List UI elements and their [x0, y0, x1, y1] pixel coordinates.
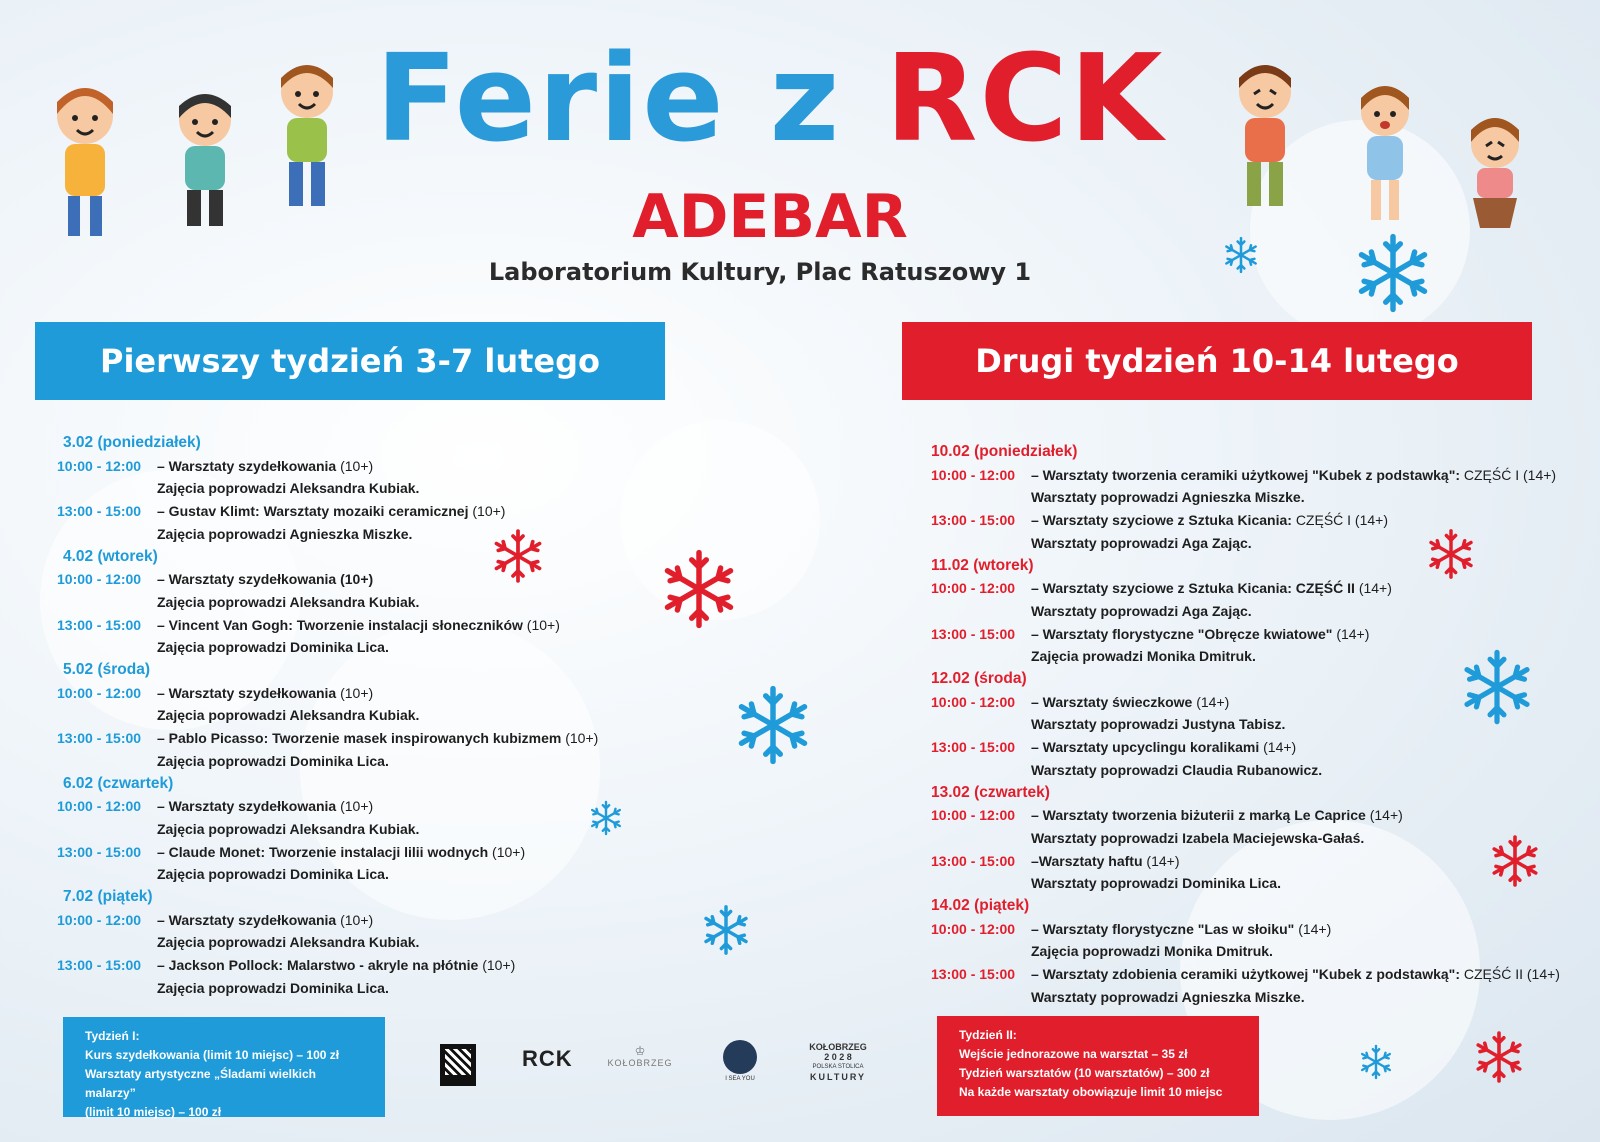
event-title: – Warsztaty szydełkowania	[157, 911, 337, 928]
event-row	[57, 500, 677, 523]
event-title: – Jackson Pollock: Malarstwo - akryle na płótnie	[157, 957, 479, 974]
kolobrzeg-logo	[600, 1044, 680, 1068]
title-rck: RCK	[885, 30, 1165, 169]
event-time: 13:00 - 15:00	[57, 957, 142, 974]
day-block	[931, 555, 1571, 669]
wave-icon	[723, 1040, 757, 1074]
event-row	[57, 954, 677, 977]
event-row	[57, 795, 677, 818]
day-heading: 10.02 (poniedziałek)	[931, 443, 1078, 460]
pricing-line: Warsztaty artystyczne „Śladami wielkich malarzy”	[85, 1067, 316, 1100]
event-host: Warsztaty poprowadzi Justyna Tabisz.	[1031, 716, 1286, 733]
event-row	[931, 918, 1571, 941]
event-age: (10+)	[492, 843, 526, 860]
event-host: Zajęcia poprowadzi Aleksandra Kubiak.	[157, 820, 420, 837]
week1-heading: Pierwszy tydzień 3-7 lutego	[35, 322, 665, 400]
event-row	[57, 455, 677, 478]
event-age: (14+)	[1336, 625, 1370, 642]
event-time: 10:00 - 12:00	[931, 580, 1016, 597]
event-time: 10:00 - 12:00	[931, 920, 1016, 937]
event-time: 10:00 - 12:00	[57, 571, 142, 588]
event-row	[57, 568, 677, 591]
day-heading: 4.02 (wtorek)	[63, 547, 158, 565]
snowflake-icon	[1472, 1030, 1526, 1084]
rck-logo-text: RCK	[522, 1046, 573, 1071]
event-age: CZĘŚĆ II (14+)	[1463, 966, 1560, 983]
pricing-line: Kurs szydełkowania (limit 10 miejsc) – 100 zł	[85, 1048, 340, 1062]
event-host: Zajęcia poprowadzi Dominika Lica.	[157, 979, 389, 996]
snowflake-icon	[732, 684, 814, 766]
event-age: (14+)	[1298, 920, 1332, 937]
event-row	[931, 804, 1571, 827]
event-row	[57, 614, 677, 637]
event-age: (10+)	[472, 503, 506, 520]
pricing-title: Tydzień II:	[959, 1028, 1017, 1042]
event-row	[931, 850, 1571, 873]
event-host: Warsztaty poprowadzi Claudia Rubanowicz.	[1031, 761, 1323, 778]
event-age: (14+)	[1146, 852, 1180, 869]
event-time: 10:00 - 12:00	[57, 911, 142, 928]
event-time: 13:00 - 15:00	[57, 503, 142, 520]
event-host: Warsztaty poprowadzi Dominika Lica.	[1031, 875, 1281, 892]
event-title: –Warsztaty haftu	[1031, 852, 1143, 869]
day-block	[57, 773, 677, 887]
event-row	[931, 577, 1571, 600]
event-title: – Warsztaty świeczkowe	[1031, 693, 1193, 710]
pricing-line: Na każde warsztaty obowiązuje limit 10 miejsc	[959, 1085, 1223, 1099]
event-time: 13:00 - 15:00	[57, 730, 142, 747]
event-row	[57, 841, 677, 864]
event-title: – Warsztaty tworzenia biżuterii z marką Le Caprice	[1031, 807, 1366, 824]
event-time: 10:00 - 12:00	[931, 693, 1016, 710]
event-host: Zajęcia poprowadzi Aleksandra Kubiak.	[157, 707, 420, 724]
day-block	[57, 886, 677, 1000]
snowflake-icon	[1358, 1044, 1394, 1080]
event-age: CZĘŚĆ I (14+)	[1463, 466, 1557, 483]
event-age: (10+)	[340, 684, 374, 701]
event-time: 13:00 - 15:00	[57, 843, 142, 860]
rck-logo	[522, 1046, 572, 1072]
event-time: 13:00 - 15:00	[931, 739, 1016, 756]
event-host: Zajęcia prowadzi Monika Dmitruk.	[1031, 648, 1256, 665]
iseayou-logo	[718, 1040, 762, 1082]
candidate-line: KULTURY	[810, 1072, 866, 1082]
event-title: – Warsztaty florystyczne "Obręcze kwiatowe"	[1031, 625, 1333, 642]
crown-icon: ♔	[634, 1044, 646, 1058]
kolobrzeg-logo-text: KOŁOBRZEG	[607, 1058, 673, 1068]
event-title	[0, 30, 1600, 169]
event-host: Zajęcia poprowadzi Agnieszka Miszke.	[157, 525, 413, 542]
event-host: Warsztaty poprowadzi Agnieszka Miszke.	[1031, 489, 1305, 506]
event-age: (10+)	[340, 457, 374, 474]
day-heading: 5.02 (środa)	[63, 661, 151, 679]
candidate-line: KOŁOBRZEG	[809, 1042, 867, 1052]
title-z: z	[769, 30, 842, 169]
day-block	[931, 668, 1571, 782]
event-time: 10:00 - 12:00	[57, 684, 142, 701]
pricing-line: Tydzień warsztatów (10 warsztatów) – 300 zł	[959, 1066, 1210, 1080]
qr-code-logo	[440, 1044, 476, 1086]
event-time: 10:00 - 12:00	[931, 807, 1016, 824]
candidate-line: POLSKA STOLICA	[812, 1064, 864, 1070]
event-age: CZĘŚĆ I (14+)	[1295, 512, 1389, 529]
event-age: (10+)	[482, 957, 516, 974]
event-row	[57, 909, 677, 932]
week2-heading: Drugi tydzień 10-14 lutego	[902, 322, 1532, 400]
event-title: – Warsztaty szyciowe z Sztuka Kicania: CZĘŚĆ II	[1031, 580, 1355, 597]
event-host: Zajęcia poprowadzi Monika Dmitruk.	[1031, 943, 1273, 960]
day-heading: 13.02 (czwartek)	[931, 783, 1050, 801]
event-age: (14+)	[1263, 739, 1297, 756]
event-time: 13:00 - 15:00	[931, 512, 1016, 529]
event-title: – Warsztaty upcyclingu koralikami	[1031, 739, 1260, 756]
event-time: 10:00 - 12:00	[57, 798, 142, 815]
event-host: Warsztaty poprowadzi Aga Zając.	[1031, 602, 1252, 619]
event-title: – Warsztaty florystyczne "Las w słoiku"	[1031, 920, 1295, 937]
event-host: Zajęcia poprowadzi Aleksandra Kubiak.	[157, 480, 420, 497]
event-time: 13:00 - 15:00	[931, 966, 1016, 983]
pricing-line: Wejście jednorazowe na warsztat – 35 zł	[959, 1047, 1188, 1061]
event-time: 13:00 - 15:00	[931, 852, 1016, 869]
event-row	[57, 727, 677, 750]
pricing-line: (limit 10 miejsc) – 100 zł	[85, 1105, 222, 1119]
week1-pricing	[63, 1017, 385, 1117]
event-title: – Warsztaty szyciowe z Sztuka Kicania:	[1031, 512, 1292, 529]
day-heading: 3.02 (poniedziałek)	[63, 434, 201, 451]
event-host: Warsztaty poprowadzi Izabela Maciejewska-Gałaś.	[1031, 829, 1365, 846]
day-block	[57, 546, 677, 660]
day-block	[931, 895, 1571, 1009]
day-block	[931, 782, 1571, 896]
day-block	[57, 432, 677, 546]
event-time: 13:00 - 15:00	[57, 616, 142, 633]
title-ferie: Ferie	[375, 30, 726, 169]
event-age: (10+)	[526, 616, 560, 633]
event-age: (14+)	[1358, 580, 1392, 597]
event-host: Warsztaty poprowadzi Aga Zając.	[1031, 534, 1252, 551]
venue-name: ADEBAR	[632, 182, 908, 252]
venue-address: Laboratorium Kultury, Plac Ratuszowy 1	[488, 258, 1032, 286]
event-title: – Warsztaty szydełkowania	[157, 798, 337, 815]
week2-schedule	[931, 441, 1571, 1009]
event-age: (14+)	[1196, 693, 1230, 710]
event-title: – Warsztaty tworzenia ceramiki użytkowej "Kubek z podstawką":	[1031, 466, 1460, 483]
event-host: Zajęcia poprowadzi Dominika Lica.	[157, 866, 389, 883]
event-host: Zajęcia poprowadzi Dominika Lica.	[157, 639, 389, 656]
event-row	[931, 963, 1571, 986]
event-title: – Warsztaty zdobienia ceramiki użytkowej "Kubek z podstawką":	[1031, 966, 1460, 983]
week2-pricing	[937, 1016, 1259, 1116]
event-title: – Vincent Van Gogh: Tworzenie instalacji słoneczników	[157, 616, 523, 633]
event-age: (10+)	[340, 911, 374, 928]
event-row	[931, 509, 1571, 532]
event-title: – Pablo Picasso: Tworzenie masek inspirowanych kubizmem	[157, 730, 562, 747]
day-heading: 14.02 (piątek)	[931, 897, 1030, 915]
day-heading: 11.02 (wtorek)	[931, 556, 1034, 574]
day-heading: 12.02 (środa)	[931, 670, 1027, 688]
day-block	[931, 441, 1571, 555]
day-heading: 7.02 (piątek)	[63, 888, 153, 906]
event-title: – Warsztaty szydełkowania	[157, 684, 337, 701]
candidate-line: 2 0 2 8	[824, 1052, 852, 1062]
event-age: (10+)	[565, 730, 599, 747]
event-row	[931, 464, 1571, 487]
event-row	[57, 682, 677, 705]
event-row	[931, 623, 1571, 646]
event-row	[931, 736, 1571, 759]
day-block	[57, 659, 677, 773]
event-time: 13:00 - 15:00	[931, 625, 1016, 642]
snowflake-icon	[700, 904, 752, 956]
event-title: – Gustav Klimt: Warsztaty mozaiki ceramicznej	[157, 503, 469, 520]
event-time: 10:00 - 12:00	[931, 466, 1016, 483]
event-title: – Warsztaty szydełkowania (10+)	[157, 571, 374, 588]
event-age: (14+)	[1369, 807, 1403, 824]
event-time: 10:00 - 12:00	[57, 457, 142, 474]
event-host: Warsztaty poprowadzi Agnieszka Miszke.	[1031, 988, 1305, 1005]
event-host: Zajęcia poprowadzi Dominika Lica.	[157, 752, 389, 769]
event-row	[931, 691, 1571, 714]
pricing-title: Tydzień I:	[85, 1029, 140, 1043]
event-title: – Warsztaty szydełkowania	[157, 457, 337, 474]
event-title: – Claude Monet: Tworzenie instalacji lilii wodnych	[157, 843, 489, 860]
capital-of-culture-logo	[800, 1042, 876, 1082]
day-heading: 6.02 (czwartek)	[63, 774, 174, 792]
event-age: (10+)	[340, 798, 374, 815]
event-host: Zajęcia poprowadzi Aleksandra Kubiak.	[157, 934, 420, 951]
week1-schedule	[57, 432, 677, 1000]
iseayou-logo-text: I SEA YOU	[725, 1076, 755, 1082]
event-host: Zajęcia poprowadzi Aleksandra Kubiak.	[157, 593, 420, 610]
